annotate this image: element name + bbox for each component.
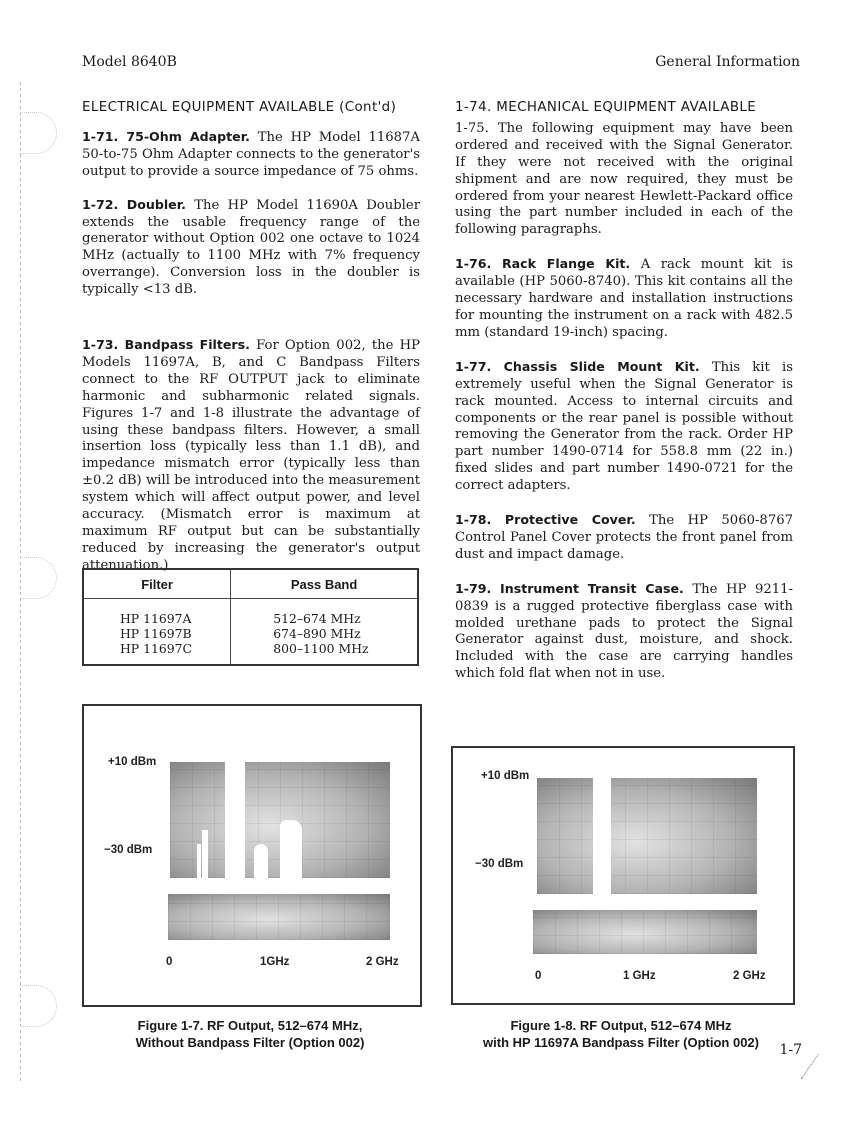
x-label-2ghz: 2 GHz <box>733 970 766 982</box>
x-label-2ghz: 2 GHz <box>366 956 399 968</box>
paragraph-lead: 1-78. Protective Cover. <box>455 512 636 528</box>
spectrum-display-upper <box>537 778 757 894</box>
column-header-filter: Filter <box>83 569 231 599</box>
paragraph-text: The HP 9211-0839 is a rugged protective fiberglass case with molded urethane pads to protect the Signal Generator against dust, moisture, and shock. Included with the case are carrying handles which fold flat when not in use. <box>455 581 793 682</box>
spectrum-display-lower <box>533 910 757 954</box>
carrier-spike <box>225 762 245 878</box>
x-label-1ghz: 1GHz <box>260 956 290 968</box>
header-section: General Information <box>655 54 800 70</box>
y-label-top: +10 dBm <box>481 770 530 782</box>
section-title: 1-74. MECHANICAL EQUIPMENT AVAILABLE <box>455 100 757 115</box>
punch-hole <box>20 985 57 1027</box>
paragraph-text: The HP Model 11687A 50-to-75 Ohm Adapter connects to the generator's output to provide a source impedance of 75 ohms. <box>82 129 420 179</box>
spectrum-display-upper <box>170 762 390 878</box>
pass-band: 800–1100 MHz <box>273 641 369 656</box>
x-label-0: 0 <box>166 956 173 968</box>
punch-hole <box>20 557 57 599</box>
paragraph-1-75 <box>455 121 793 239</box>
figure-1-8 <box>451 746 795 1005</box>
caption-line: Figure 1-7. RF Output, 512–674 MHz, <box>137 1018 363 1033</box>
x-label-1ghz: 1 GHz <box>623 970 656 982</box>
paragraph-lead: 1-73. Bandpass Filters. <box>82 337 250 352</box>
harmonic-lobe <box>254 844 268 878</box>
subharmonic-spike <box>202 830 208 878</box>
column-header-pass-band: Pass Band <box>231 569 418 599</box>
carrier-spike <box>593 778 611 894</box>
paragraph-1-72 <box>82 197 420 299</box>
paragraph-lead: 1-71. 75-Ohm Adapter. <box>82 128 250 144</box>
y-label-top: +10 dBm <box>108 756 157 768</box>
paragraph-lead: 1-77. Chassis Slide Mount Kit. <box>455 358 700 374</box>
paragraph-1-78 <box>455 512 793 564</box>
figure-1-8-caption <box>451 1017 791 1051</box>
spectrum-display-lower <box>168 894 390 940</box>
paragraph-text: A rack mount kit is available (HP 5060-8740). This kit contains all the necessary hardware and installation instructions for mounting the instrument on a rack with 482.5 mm (standard 19-inch) spacing. <box>455 257 793 340</box>
paragraph-text: The HP Model 11690A Doubler extends the usable frequency range of the generator without Option 002 one octave to 1024 MHz (actually to 1100 MHz with 7% frequency overrange). Conversion loss in the doubler is typically <13 dB. <box>82 197 421 298</box>
filter-cell <box>83 599 231 666</box>
page-number: 1-7 <box>779 1042 802 1058</box>
paragraph-text: 1-75. The following equipment may have been ordered and received with the Signal Generator. If they were not received with the original shipment and are now required, they must be ordered from your nearest Hewlett-Packard office using the part number included in each of the following paragraphs. <box>455 120 793 238</box>
paragraph-1-73 <box>82 337 420 575</box>
caption-line: Figure 1-8. RF Output, 512–674 MHz <box>510 1018 732 1033</box>
pass-band: 512–674 MHz <box>273 611 361 626</box>
pass-band: 674–890 MHz <box>273 626 361 641</box>
paragraph-text: The HP 5060-8767 Control Panel Cover protects the front panel from dust and impact damage. <box>455 513 793 562</box>
paragraph-lead: 1-72. Doubler. <box>82 196 186 212</box>
subharmonic-spike <box>197 844 201 878</box>
caption-line: with HP 11697A Bandpass Filter (Option 002) <box>483 1035 759 1050</box>
figure-1-7 <box>82 704 422 1007</box>
left-column-lower <box>82 337 420 575</box>
paragraph-lead: 1-79. Instrument Transit Case. <box>455 580 684 596</box>
paragraph-lead: 1-76. Rack Flange Kit. <box>455 256 631 272</box>
filter-name: HP 11697C <box>120 641 192 656</box>
punch-hole <box>20 112 57 154</box>
filter-name: HP 11697A <box>120 611 192 626</box>
paragraph-text: This kit is extremely useful when the Signal Generator is rack mounted. Access to internal circuits and components or the rear panel is possible without removing the Generator from the rack. Order HP part number 1490-0714 for 558.8 mm (22 in.) fixed slides and part number 1490-0721 for the correct adapters. <box>455 359 793 494</box>
y-label-mid: −30 dBm <box>104 844 153 856</box>
x-label-0: 0 <box>535 970 542 982</box>
left-column <box>82 100 420 299</box>
paragraph-1-79 <box>455 581 793 683</box>
paragraph-1-76 <box>455 256 793 342</box>
table-row <box>83 599 418 666</box>
figure-1-7-caption <box>82 1017 418 1051</box>
pass-band-cell <box>231 599 418 666</box>
section-title: ELECTRICAL EQUIPMENT AVAILABLE (Cont'd) <box>82 100 397 115</box>
right-column <box>455 100 793 683</box>
y-label-mid: −30 dBm <box>475 858 524 870</box>
header-model: Model 8640B <box>82 54 177 70</box>
harmonic-lobe <box>280 820 302 878</box>
filter-name: HP 11697B <box>120 626 192 641</box>
pencil-mark <box>801 1054 821 1080</box>
caption-line: Without Bandpass Filter (Option 002) <box>135 1035 365 1050</box>
paragraph-1-77 <box>455 359 793 495</box>
paragraph-1-71 <box>82 129 420 181</box>
filter-table <box>82 568 419 666</box>
paragraph-text: For Option 002, the HP Models 11697A, B, and C Bandpass Filters connect to the RF OUTPUT jack to eliminate harmonic and subharmonic related signals. Figures 1-7 and 1-8 illustrate the advantage of using these bandpass filters. However, a small insertion loss (typically less than 1.1 dB), and impedance mismatch error (typically less than ±0.2 dB) will be introduced into the measurement system which will affect output power, and level accuracy. (Mismatch error is maximum at maximum RF output but can be substantially reduced by increasing the generator's output attenuation.) <box>82 338 420 573</box>
